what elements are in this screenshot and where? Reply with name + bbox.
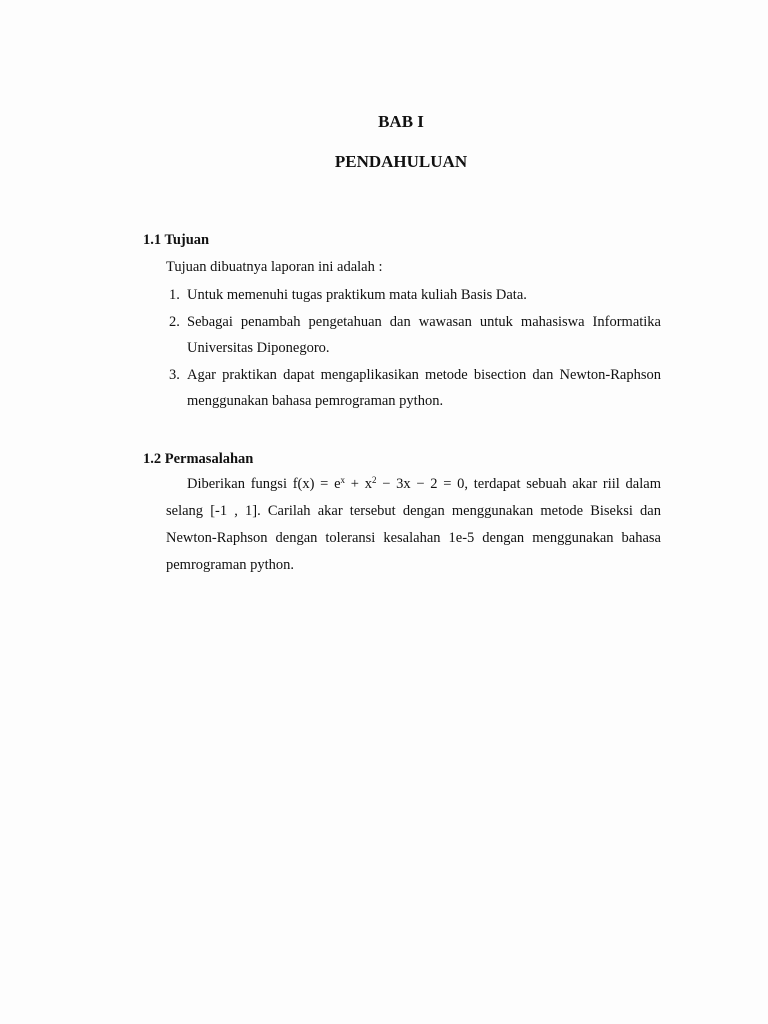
- chapter-label: BAB I: [378, 112, 424, 131]
- section-heading-tujuan: 1.1 Tujuan: [143, 232, 210, 248]
- section-intro-tujuan: Tujuan dibuatnya laporan ini adalah :: [166, 259, 383, 275]
- list-item-number: 3.: [169, 366, 180, 383]
- chapter-title: PENDAHULUAN: [334, 152, 468, 171]
- problem-paragraph: [166, 471, 661, 579]
- list-item-number: 2.: [169, 313, 180, 330]
- problem-text-part-3: − 3x − 2 = 0, terdapat sebuah akar riil dalam selang [-1 , 1]. Carilah akar tersebut dengan menggunakan metode Biseksi dan Newton-Raphson dengan toleransi kesalahan 1e-5 dengan menggunakan bahasa pemrograman python.: [166, 476, 661, 573]
- problem-text-part-2: + x: [345, 476, 372, 492]
- problem-superscript-2: 2: [371, 475, 377, 485]
- problem-superscript-x: x: [340, 475, 346, 485]
- section-heading-permasalahan: 1.2 Permasalahan: [143, 451, 254, 467]
- problem-text-part-1: Diberikan fungsi f(x) = e: [187, 476, 341, 492]
- list-item: [166, 282, 661, 309]
- list-item-text: Agar praktikan dapat mengaplikasikan metode bisection dan Newton-Raphson menggunakan bahasa pemrograman python.: [187, 366, 661, 409]
- list-item-number: 1.: [169, 287, 180, 303]
- list-item: [166, 362, 661, 415]
- list-item-text: Untuk memenuhi tugas praktikum mata kuliah Basis Data.: [187, 287, 527, 303]
- objectives-list: [166, 282, 661, 415]
- list-item-text: Sebagai penambah pengetahuan dan wawasan untuk mahasiswa Informatika Universitas Diponegoro.: [187, 313, 661, 356]
- list-item: [166, 309, 661, 362]
